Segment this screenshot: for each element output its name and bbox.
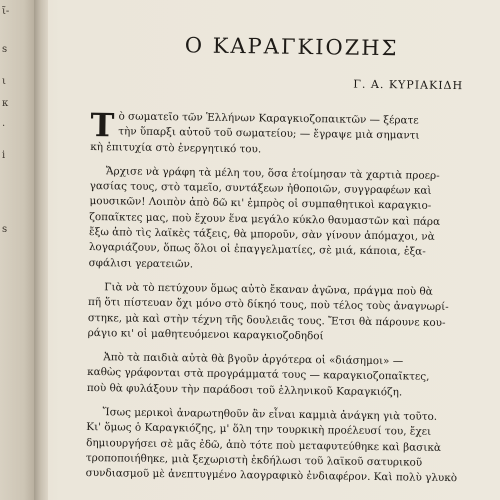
article-page: [85, 22, 492, 496]
text-line: τὴν ὕπαρξι αὐτοῦ τοῦ σωματείου; — ἔγραψε μιὰ σημαντι: [118, 125, 420, 142]
paragraph: [88, 280, 489, 347]
left-page-fragment: s: [2, 44, 8, 55]
paragraph: [90, 105, 491, 160]
text-line: συνδιασμοῦ μὲ ἀνεπτυγμένο λαογραφικὸ ἐνδιαφέρον. Καὶ πολὺ γλυκὸ: [85, 467, 458, 485]
text-line: γασίας τους, στὸ ταμεῖο, συντάξεων ἠθοποιῶν, συγγραφέων καὶ: [89, 180, 432, 197]
left-page-fragment: ῖ-: [2, 6, 10, 17]
text-line: πῆ ὅτι πίστευαν ὄχι μόνο στὸ δίκηό τους, ποὺ τέλος τοὺς ἀναγνωρί-: [88, 296, 449, 314]
article-title: Ο ΚΑΡΑΓΚΙΟΖΗΣ: [184, 33, 399, 61]
text-line: μουσικῶν! Λοιπὸν ἀπὸ δῶ κι' ἐμπρὸς οἱ συμπαθητικοὶ καραγκιο-: [89, 195, 432, 213]
text-line: Ἴσως μερικοὶ ἀναρωτηθοῦν ἂν εἶναι καμμιὰ ἀνάγκη γιὰ τοῦτο.: [102, 406, 438, 423]
text-line: λογαριάζουν, ὅπως ὅλοι οἱ ἐπαγγελματίες, σὲ μιά, κάποια, ἐξα-: [88, 241, 426, 259]
left-page-fragment: i: [2, 150, 6, 161]
text-line: Ἄρχισε νὰ γράφη τὰ μέλη του, ὅσα ἑτοίμησαν τὰ χαρτιὰ προερ-: [105, 165, 440, 182]
paragraph: [89, 164, 490, 277]
paragraph: [87, 350, 488, 401]
text-line: κὴ ἐπιτυχία στὸ ἐνεργητικό του.: [90, 140, 262, 155]
text-line: καθὼς γράφονται στὰ προγράμματά τους — καραγκιοζοπαῖκτες,: [87, 366, 430, 384]
text-line: ποὺ θὰ φυλάξουν τὴν παράδοσι τοῦ ἑλληνικοῦ Καραγκιόζη.: [86, 381, 403, 399]
left-page-fragment: .: [2, 118, 6, 129]
left-page-fragment: ι: [2, 76, 6, 87]
text-line: ράγιο κι' οἱ μαθητευόμενοι καραγκιοζοδηδοί: [87, 326, 324, 343]
left-page-fragment: s: [2, 224, 8, 235]
paragraph: [86, 405, 487, 487]
book-gutter: [34, 0, 48, 500]
article-author: Γ. Α. ΚΥΡΙΑΚΙΔΗ: [353, 77, 464, 93]
drop-cap: Τ: [90, 105, 115, 145]
text-line: ζοπαῖκτες μας, ποὺ ἔχουν ἕνα μεγάλο κύκλο θαυμαστῶν καὶ πάρα: [89, 210, 441, 228]
text-line: στηκε, μὰ καὶ στὴν τέχνη τῆς δουλειᾶς τους. Ἔτσι θὰ πάρουνε κου-: [87, 311, 446, 329]
article-body: [85, 105, 491, 487]
text-line: δημιουργήσει σὲ μᾶς ἐδῶ, ἀπὸ τότε ποὺ μεταφυτεύθηκε καὶ βασικὰ: [86, 436, 441, 454]
text-line: ἔξω ἀπὸ τὶς λαϊκὲς τάξεις, θὰ μποροῦν, σὰν γίνουν ἀπόμαχοι, νὰ: [88, 226, 435, 243]
text-line: ὸ σωματεῖο τῶν Ἑλλήνων Καραγκιοζοπαικτῶν — ξέρατε: [118, 110, 419, 127]
text-line: τροποποιήθηκε, μιὰ ξεχωριστὴ ἐκδήλωσι τοῦ λαϊκοῦ σατυρικοῦ: [85, 451, 423, 469]
text-line: Κι' ὅμως ὁ Καραγκιόζης, μ' ὅλη την τουρκικὴ προέλευσί του, ἔχει: [86, 421, 432, 439]
text-line: Ἀπὸ τὰ παιδιὰ αὐτὰ θὰ βγοῦν ἀργότερα οἱ «διάσημοι» —: [103, 351, 404, 368]
text-line: Γιὰ νὰ τὸ πετύχουν ὅμως αὐτὸ ἔκαναν ἀγῶνα, πράγμα ποὺ θὰ: [104, 281, 433, 298]
left-page-fragment: κ: [2, 98, 9, 109]
left-page-edge: [0, 0, 34, 500]
text-line: σφάλισι γερατειῶν.: [88, 256, 194, 271]
